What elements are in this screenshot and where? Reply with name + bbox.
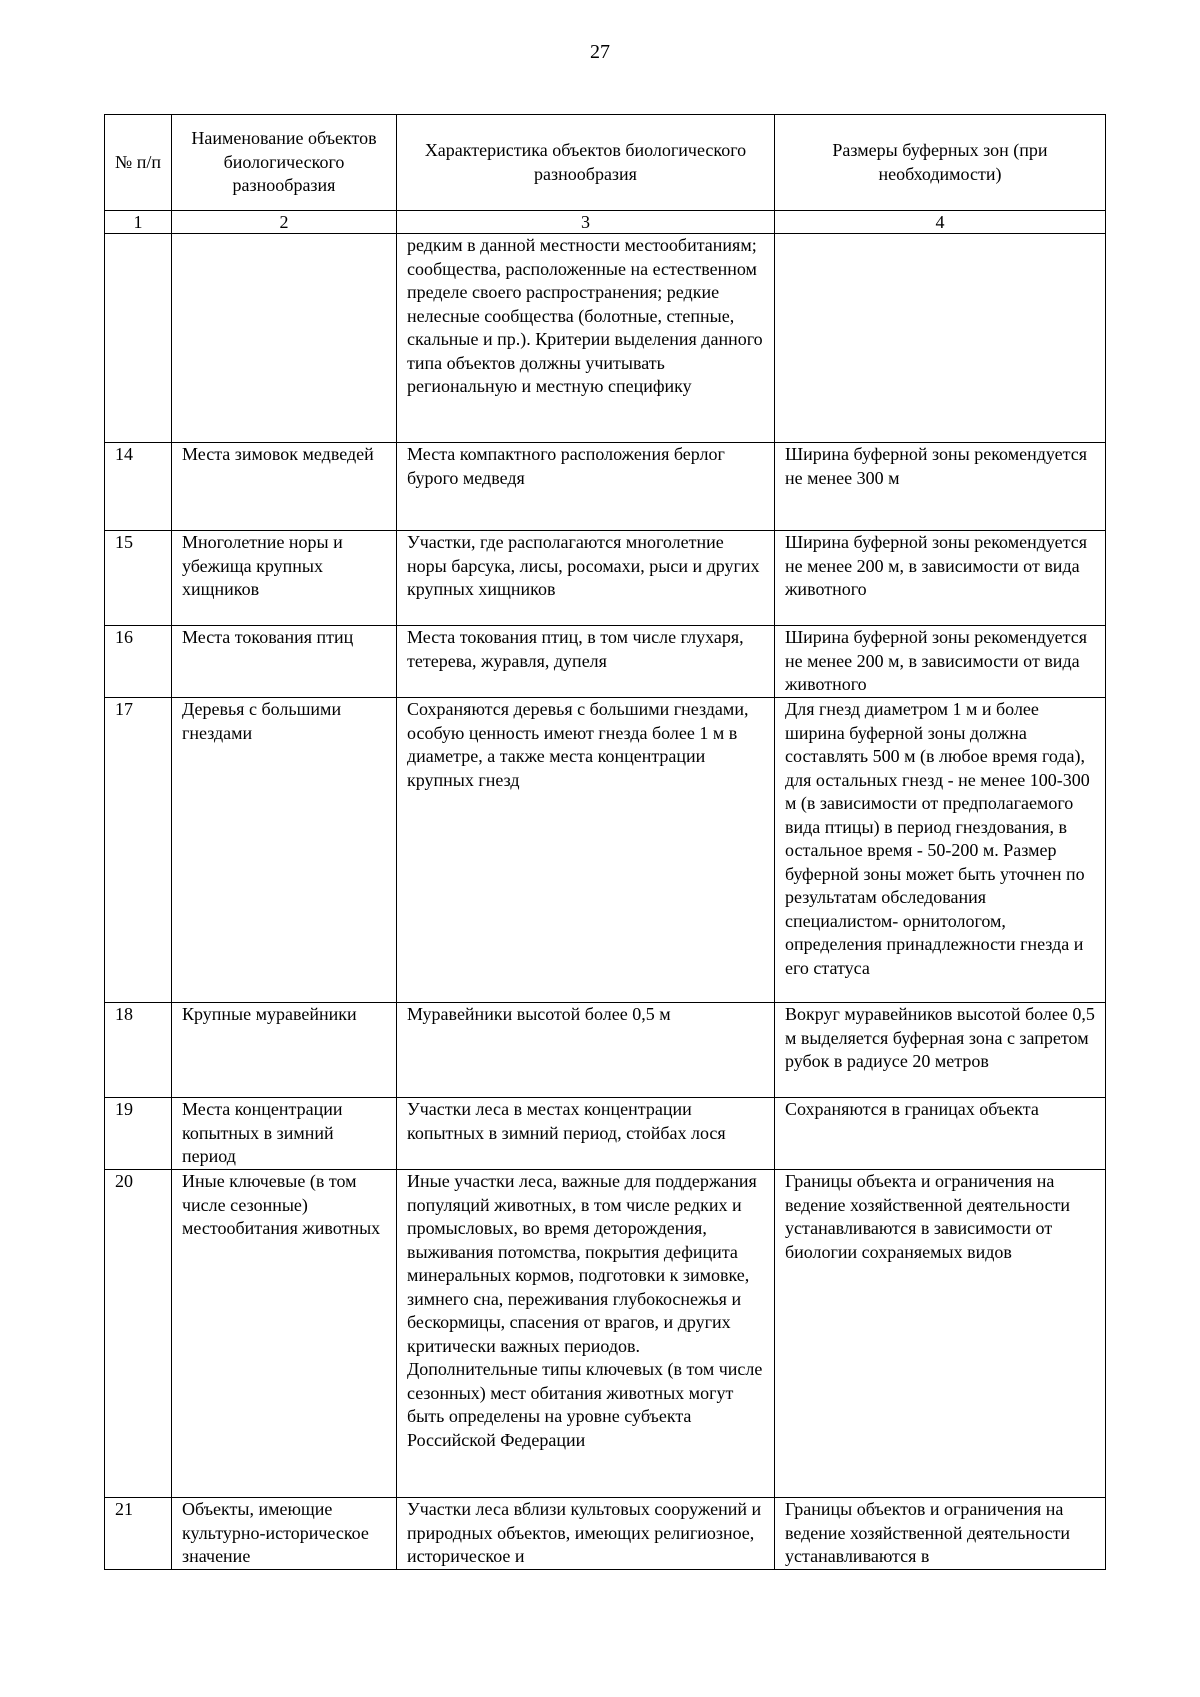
row-buffer: Ширина буферной зоны рекомендуется не менее 300 м	[775, 443, 1106, 531]
row-characteristics: Участки леса в местах концентрации копытных в зимний период, стойбах лося	[397, 1098, 775, 1170]
header-name: Наименование объектов биологического разнообразия	[172, 115, 397, 211]
row-num: 21	[105, 1498, 172, 1570]
column-index: 4	[775, 211, 1106, 234]
row-characteristics: Иные участки леса, важные для поддержания популяций животных, в том числе редких и промысловых, во время деторождения, выживания потомства, покрытия дефицита минеральных кормов, подготовки к зимовке, зимнего сна, переживания глубокоснежья и бескормицы, спасения от врагов, и других критически важных периодов. Дополнительные типы ключевых (в том числе сезонных) мест обитания животных могут быть определены на уровне субъекта Российской Федерации	[397, 1170, 775, 1498]
table-row	[105, 698, 1106, 1003]
table-row	[105, 1498, 1106, 1570]
row-characteristics: Сохраняются деревья с большими гнездами, особую ценность имеют гнезда более 1 м в диаметре, а также места концентрации крупных гнезд	[397, 698, 775, 1003]
table-row	[105, 531, 1106, 626]
row-characteristics: Места компактного расположения берлог бурого медведя	[397, 443, 775, 531]
row-num	[105, 234, 172, 443]
table-header-row	[105, 115, 1106, 211]
table-row	[105, 1003, 1106, 1098]
row-num: 15	[105, 531, 172, 626]
table-row	[105, 1170, 1106, 1498]
row-buffer	[775, 234, 1106, 443]
row-name: Места токования птиц	[172, 626, 397, 698]
row-buffer: Границы объектов и ограничения на ведение хозяйственной деятельности устанавливаются в	[775, 1498, 1106, 1570]
column-index-row	[105, 211, 1106, 234]
table-row	[105, 626, 1106, 698]
row-buffer: Для гнезд диаметром 1 м и более ширина буферной зоны должна составлять 500 м (в любое время года), для остальных гнезд - не менее 100-300 м (в зависимости от предполагаемого вида птицы) в период гнездования, в остальное время - 50-200 м. Размер буферной зоны может быть уточнен по результатам обследования специалистом- орнитологом, определения принадлежности гнезда и его статуса	[775, 698, 1106, 1003]
row-buffer: Границы объекта и ограничения на ведение хозяйственной деятельности устанавливаются в зависимости от биологии сохраняемых видов	[775, 1170, 1106, 1498]
row-buffer: Ширина буферной зоны рекомендуется не менее 200 м, в зависимости от вида животного	[775, 531, 1106, 626]
row-num: 14	[105, 443, 172, 531]
row-name: Многолетние норы и убежища крупных хищников	[172, 531, 397, 626]
header-characteristics: Характеристика объектов биологического разнообразия	[397, 115, 775, 211]
row-characteristics: редким в данной местности местообитаниям; сообщества, расположенные на естественном пределе своего распространения; редкие нелесные сообщества (болотные, степные, скальные и пр.). Критерии выделения данного типа объектов должны учитывать региональную и местную специфику	[397, 234, 775, 443]
row-num: 20	[105, 1170, 172, 1498]
table-row	[105, 234, 1106, 443]
row-buffer: Вокруг муравейников высотой более 0,5 м выделяется буферная зона с запретом рубок в радиусе 20 метров	[775, 1003, 1106, 1098]
row-buffer: Ширина буферной зоны рекомендуется не менее 200 м, в зависимости от вида животного	[775, 626, 1106, 698]
table-row	[105, 1098, 1106, 1170]
row-num: 19	[105, 1098, 172, 1170]
row-name	[172, 234, 397, 443]
row-characteristics: Участки леса вблизи культовых сооружений и природных объектов, имеющих религиозное, историческое и	[397, 1498, 775, 1570]
row-num: 17	[105, 698, 172, 1003]
row-characteristics: Муравейники высотой более 0,5 м	[397, 1003, 775, 1098]
page-number: 27	[590, 41, 610, 63]
row-buffer: Сохраняются в границах объекта	[775, 1098, 1106, 1170]
column-index: 3	[397, 211, 775, 234]
row-name: Иные ключевые (в том числе сезонные) местообитания животных	[172, 1170, 397, 1498]
row-name: Крупные муравейники	[172, 1003, 397, 1098]
column-index: 1	[105, 211, 172, 234]
biodiversity-objects-table	[104, 114, 1106, 1570]
row-name: Объекты, имеющие культурно-историческое значение	[172, 1498, 397, 1570]
row-name: Места концентрации копытных в зимний период	[172, 1098, 397, 1170]
table-row	[105, 443, 1106, 531]
header-buffer: Размеры буферных зон (при необходимости)	[775, 115, 1106, 211]
row-characteristics: Участки, где располагаются многолетние норы барсука, лисы, росомахи, рыси и других крупных хищников	[397, 531, 775, 626]
column-index: 2	[172, 211, 397, 234]
row-name: Места зимовок медведей	[172, 443, 397, 531]
row-name: Деревья с большими гнездами	[172, 698, 397, 1003]
header-num: № п/п	[105, 115, 172, 211]
row-num: 16	[105, 626, 172, 698]
row-num: 18	[105, 1003, 172, 1098]
row-characteristics: Места токования птиц, в том числе глухаря, тетерева, журавля, дупеля	[397, 626, 775, 698]
